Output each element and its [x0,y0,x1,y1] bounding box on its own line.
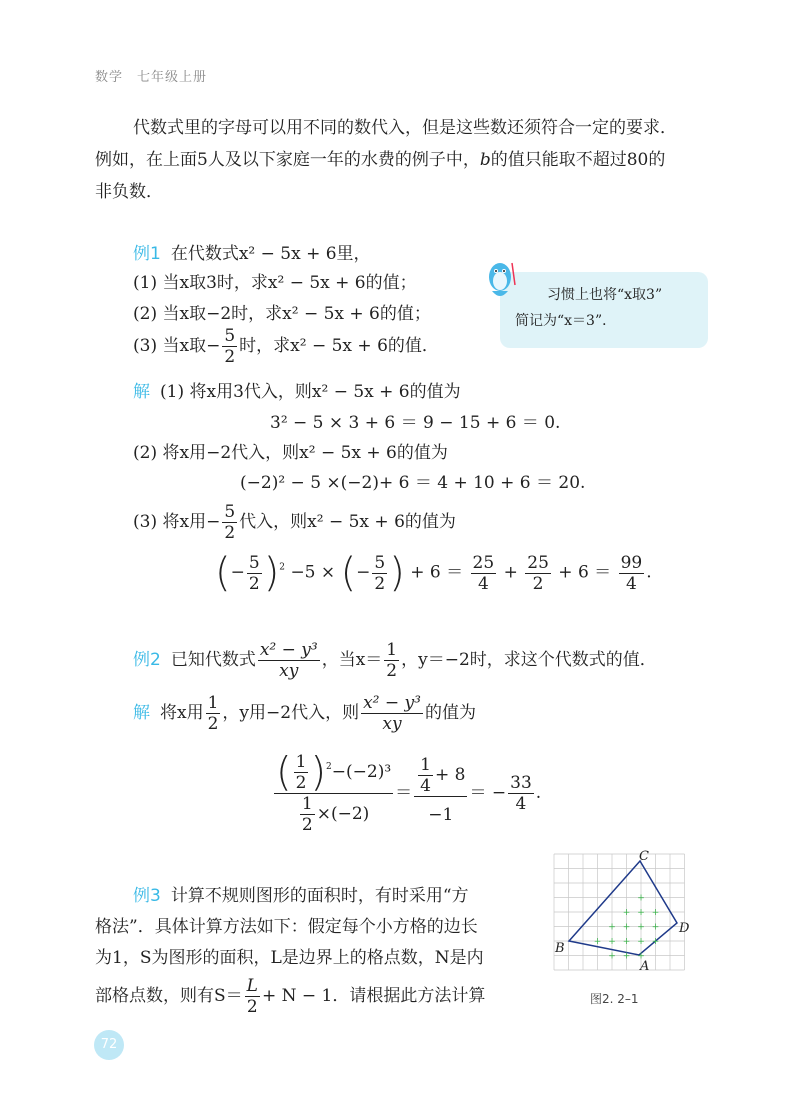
example1-stem [133,239,371,264]
paren-open-2: ( [340,550,357,596]
figure-label-a: A [640,959,650,974]
eq-equals-1: ＝ [395,783,413,803]
figure-label-b: B [555,941,565,956]
example2 [133,640,657,681]
solution1-e2: (−2)² − 5 ×(−2)+ 6 ＝ 4 + 10 + 6 ＝ 20. [240,473,586,493]
solution1-s3 [133,502,456,543]
interior-lattice-point: + [637,922,645,933]
example2-xn: 1 [386,640,398,660]
example1-label: 例1 [133,244,161,264]
example1-q1: (1) 当x取3时，求x² − 5x + 6的值； [133,273,417,293]
q3-fraction [222,326,237,367]
grid-figure [547,850,695,980]
solution1-s2: (2) 将x用−2代入，则x² − 5x + 6的值为 [133,443,448,463]
example2-num: x² − y³ [259,640,318,660]
e3-frac-b [372,553,387,594]
e3-end: . [646,562,652,583]
interior-lattice-point: + [622,908,631,918]
s3-post: 代入，则x² − 5x + 6的值为 [239,512,456,532]
paren-close-2: ) [389,550,405,596]
eq-minus: −(−2)³ [331,762,392,782]
e3-sq: 2 [279,562,286,573]
example3-line-3: 为1，S为图形的面积，L是边界上的格点数，N是内 [95,948,484,968]
solution2 [133,693,476,734]
figure-caption: 图2. 2–1 [590,992,639,1006]
intro-text-2b: 的值只能取不超过80的 [490,150,666,170]
example2-xd: 2 [386,661,398,681]
example3-label: 例3 [133,886,161,906]
example2-x-fraction [384,640,399,681]
e3-d4b: 4 [625,573,637,594]
interior-lattice-point: + [608,951,616,962]
example2-mid: ，当x＝ [321,650,383,670]
e3-plus: + [503,562,518,583]
example3-fraction [245,976,260,1017]
intro-var-b: b [479,150,491,170]
q3-num: 5 [224,326,236,346]
example1-q2: (2) 当x取−2时，求x² − 5x + 6的值； [133,304,431,324]
eq-dh1: 1 [301,794,313,814]
example3-l4-pre: 部格点数，则有S＝ [95,986,243,1006]
example1-stem-text: 在代数式x² − 5x + 6里， [170,244,371,264]
running-header [95,66,207,85]
example2-pre: 已知代数式 [170,650,256,670]
interior-lattice-point: + [651,937,660,947]
eq-paren-close: ) [310,749,327,796]
q3-den: 2 [224,347,236,367]
solution2-xn: 1 [207,693,219,713]
interior-lattice-point: + [622,937,631,947]
figure-label-c: C [639,850,649,864]
example1-q3 [133,326,439,367]
header-subject: 数学 [95,70,124,85]
solution2-pre: 将x用 [160,703,204,723]
figure-label-d: D [679,921,690,936]
eq-half [294,752,309,793]
eq-plus8: + 8 [435,764,466,785]
s3-num: 5 [224,502,236,522]
example3-line-1 [133,881,469,906]
solution2-num: x² − y³ [363,693,421,713]
e3-n5: 5 [248,552,260,573]
example2-post: ，y＝−2时，求这个代数式的值． [401,650,657,670]
eq-quarter [418,755,433,796]
solution2-mid: ，y用−2代入，则 [222,703,360,723]
eq-mid-num [414,755,467,797]
solution1-e3: (− $\frac{5}{2}$ )$^2$ −5 × (− $\frac{5}{2}$ ) + 6 ＝ $\frac{25}{4}$ + $\frac{25}{2}$ + 6 ＝ $\frac{99}{4}$ . [215,550,652,596]
e3-n5b: 5 [374,552,386,573]
e3-n25b: 25 [527,552,549,573]
solution2-equation [272,749,542,835]
example3-l1: 计算不规则图形的面积时，有时采用“方 [170,886,469,906]
solution2-fraction [361,693,423,734]
eq-h1: 1 [295,752,307,772]
eq-q1: 1 [420,754,431,775]
solution1-s1 [133,377,461,402]
eq-den-half [300,794,315,835]
intro-line-3: 非负数． [95,182,163,202]
interior-lattice-point: + [637,937,645,947]
e3-d2c: 2 [532,573,544,594]
solution2-label: 解 [133,703,150,723]
note-line-2: 简记为“x＝3”． [515,313,617,329]
example3-line-2: 格法”．具体计算方法如下：假定每个小方格的边长 [95,917,478,937]
figure-grid [554,854,685,970]
intro-text-2a: 例如，在上面5人及以下家庭一年的水费的例子中， [95,150,480,170]
interior-lattice-point: + [608,922,616,933]
eq-n33: 33 [510,773,532,793]
e3-d4: 4 [477,573,489,594]
eq-equals-2: ＝ − [469,783,507,803]
header-grade: 七年级上册 [137,70,208,85]
example2-den: xy [279,661,299,681]
intro-line-1: 代数式里的字母可以用不同的数代入，但是这些数还须符合一定的要求． [133,118,677,138]
eq-big-num [274,749,393,796]
eq-paren-open: ( [276,749,292,796]
eq-end: . [535,783,542,803]
page-number: 72 [94,1030,124,1060]
interior-lattice-point: + [593,937,602,947]
example2-label: 例2 [133,650,161,670]
eq-result [508,773,534,814]
eq-mid-fraction [414,755,467,833]
e3-n25: 25 [472,552,495,573]
e3-plus6: + 6 ＝ [410,562,464,583]
e3-frac-d [525,553,551,594]
e3-plus6b: + 6 ＝ [558,562,612,583]
solution2-xd: 2 [207,714,219,734]
e3-frac-c [471,553,497,594]
dolphin-mascot-icon [484,255,518,305]
interior-lattice-point: + [608,937,616,947]
paren-open: ( [215,550,231,596]
e3-d2b: 2 [374,573,386,594]
solution2-post: 的值为 [424,703,476,723]
e3-mid: −5 × [290,562,336,583]
intro-line-2 [95,145,665,170]
eq-dtimes: ×(−2) [316,804,370,824]
eq-big-fraction [274,749,393,835]
e3-d2: 2 [248,573,260,594]
example3-num: L [246,976,258,996]
interior-lattice-point: + [637,951,645,962]
eq-q4: 4 [420,775,431,796]
interior-lattice-point: + [637,893,645,904]
e3-frac-e [619,553,645,594]
s3-fraction [222,502,237,543]
e3-n99: 99 [620,552,643,573]
q3-post: 时，求x² − 5x + 6的值． [239,336,439,356]
eq-neg1: −1 [428,804,454,825]
interior-lattice-point: + [651,908,660,918]
interior-lattice-point: + [637,908,645,918]
example2-fraction [258,640,320,681]
eq-dh2: 2 [301,815,313,835]
eq-big-den [274,794,393,835]
q3-pre: (3) 当x取− [133,336,221,356]
example3-l4-post: + N − 1．请根据此方法计算 [261,986,486,1006]
solution1-s1-text: (1) 将x用3代入，则x² − 5x + 6的值为 [160,382,461,402]
interior-lattice-point: + [622,951,631,962]
solution2-den: xy [382,714,402,734]
eq-h2: 2 [295,773,307,793]
e3-frac-a [247,553,262,594]
s3-pre: (3) 将x用− [133,512,221,532]
interior-lattice-point: + [651,922,660,933]
solution1-label: 解 [133,382,150,402]
eq-sq: 2 [326,762,332,772]
eq-d4: 4 [515,794,527,814]
solution2-x-fraction [206,693,221,734]
paren-close: ) [263,550,280,596]
interior-lattice-point: + [622,922,631,933]
example3-line-4 [95,976,485,1017]
solution1-e1: 3² − 5 × 3 + 6 ＝ 9 − 15 + 6 ＝ 0. [270,413,561,433]
note-line-1: 习惯上也将“x取3” [547,287,663,303]
s3-den: 2 [224,523,236,543]
example3-den: 2 [246,997,258,1017]
